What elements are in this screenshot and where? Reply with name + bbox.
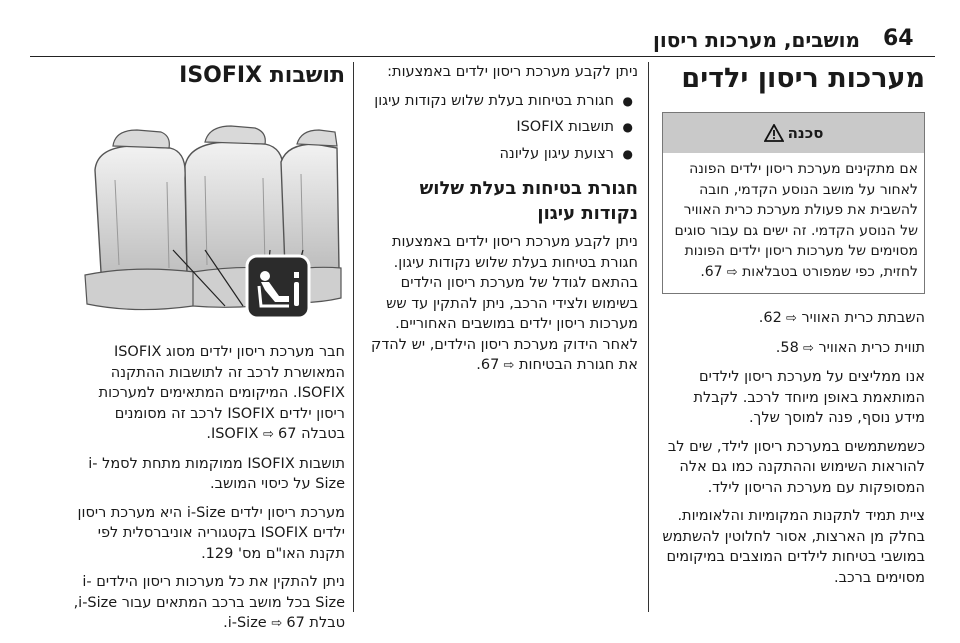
subheading: חגורת בטיחות בעלת שלוש נקודות עיגון: [419, 178, 638, 224]
page-ref-arrow-icon: ⇨: [263, 427, 279, 442]
page-ref[interactable]: 67: [704, 263, 723, 280]
body-paragraph: ניתן להתקין את כל מערכות ריסון הילדים i-Size בכל מושב ברכב המתאים עבור i-Size, טבלת i-Size ⇨ 67.: [73, 574, 345, 631]
page-ref[interactable]: 67: [286, 615, 305, 631]
column-divider: [648, 62, 649, 612]
section-title: תושבות ISOFIX: [179, 63, 345, 88]
body-paragraph: אנו ממליצים על מערכת ריסון לילדים המותאמת באופן מיוחד לרכב. לקבלת מידע נוסף, פנה למוסך שלך.: [693, 369, 925, 426]
column-divider: [353, 62, 354, 612]
body-paragraph: ציית תמיד לתקנות המקומיות והלאומיות. בחלק מן הארצות, אסור לחלוטין להשתמש במושבי בטיחות לילדים המוצבים במיקומים מסוימים ברכב.: [662, 508, 925, 586]
body-paragraph: חבר מערכת ריסון ילדים מסוג ISOFIX המאושרת לרכב זה לתושבות ההתקנה ISOFIX. המיקומים המתאימים למערכות ריסון ילדים ISOFIX לרכב זה מסומנים בטבלה ISOFIX ⇨ 67.: [98, 344, 345, 442]
left-column: [70, 62, 345, 643]
page-ref[interactable]: 67: [480, 357, 500, 373]
page-ref-arrow-icon: ⇨: [781, 311, 797, 326]
body-paragraph: ניתן לקבע מערכת ריסון ילדים באמצעות חגורת בטיחות בעלת שלוש נקודות עיגון. בהתאם לגודל של מערכת ריסון הילדים בשימוש ולצידי הרכב, ניתן להתקין עד שש מערכות ריסון ילדים במושבים האחוריים. לאחר הידוק מערכת ריסון הילדים, יש להדק את חגורת הבטיחות ⇨ 67.: [371, 234, 638, 373]
body-paragraph: תושבות ISOFIX ממוקמות מתחת לסמל i-Size על כיסוי המושב.: [88, 455, 345, 492]
page-number: 64: [883, 26, 914, 51]
running-title: מושבים, מערכות ריסון: [653, 28, 860, 52]
middle-column: [362, 62, 638, 385]
list-item: ● תושבות ISOFIX: [362, 117, 638, 138]
page-ref[interactable]: 62: [763, 310, 782, 326]
isofix-seat-illustration: [75, 100, 345, 330]
page-ref[interactable]: 67: [278, 426, 297, 442]
page-ref-arrow-icon: ⇨: [499, 358, 515, 373]
page-ref-arrow-icon: ⇨: [722, 264, 738, 280]
ref-line: השבתת כרית האוויר ⇨ 62.: [758, 310, 925, 326]
body-paragraph: מערכת ריסון ילדים i-Size היא מערכת ריסון ילדים ISOFIX בקטגוריה אוניברסלית לפי תקנת האו"ם מס' 129.: [77, 504, 345, 562]
page-ref[interactable]: 58: [780, 339, 799, 356]
danger-warning-box: [662, 112, 925, 294]
list-item: ● רצועת עיגון עליונה: [362, 144, 638, 165]
header-rule: [30, 56, 935, 57]
page-ref-arrow-icon: ⇨: [798, 340, 814, 356]
section-title: מערכות ריסון ילדים: [681, 63, 925, 94]
warning-triangle-icon: [764, 124, 784, 142]
warning-label: סכנה: [787, 123, 824, 142]
list-item: ● חגורת בטיחות בעלת שלוש נקודות עיגון: [362, 91, 638, 112]
right-column: [662, 62, 925, 596]
intro-text: ניתן לקבע מערכת ריסון ילדים באמצעות:: [387, 64, 638, 80]
bullet-list: [362, 91, 638, 165]
ref-line: תווית כרית האוויר ⇨ 58.: [775, 339, 925, 356]
page-header: [0, 26, 960, 56]
body-paragraph: כשמשתמשים במערכת ריסון לילד, שים לב להוראות השימוש וההתקנה כמו גם אלה המסופקות עם מערכת הריסון לילד.: [667, 438, 925, 496]
warning-header: [663, 113, 924, 153]
warning-text: אם מתקינים מערכת ריסון ילדים הפונה לאחור על מושב הנוסע הקדמי, חובה להשבית את פעולת מערכת כרית האוויר של הנוסע הקדמי. זה ישים גם עבור סוגים מסוימים של מערכות ריסון ילדים הפונות לחזית, כפי שמפורט בטבלאות ⇨ 67.: [674, 161, 918, 280]
page-ref-arrow-icon: ⇨: [271, 616, 287, 631]
